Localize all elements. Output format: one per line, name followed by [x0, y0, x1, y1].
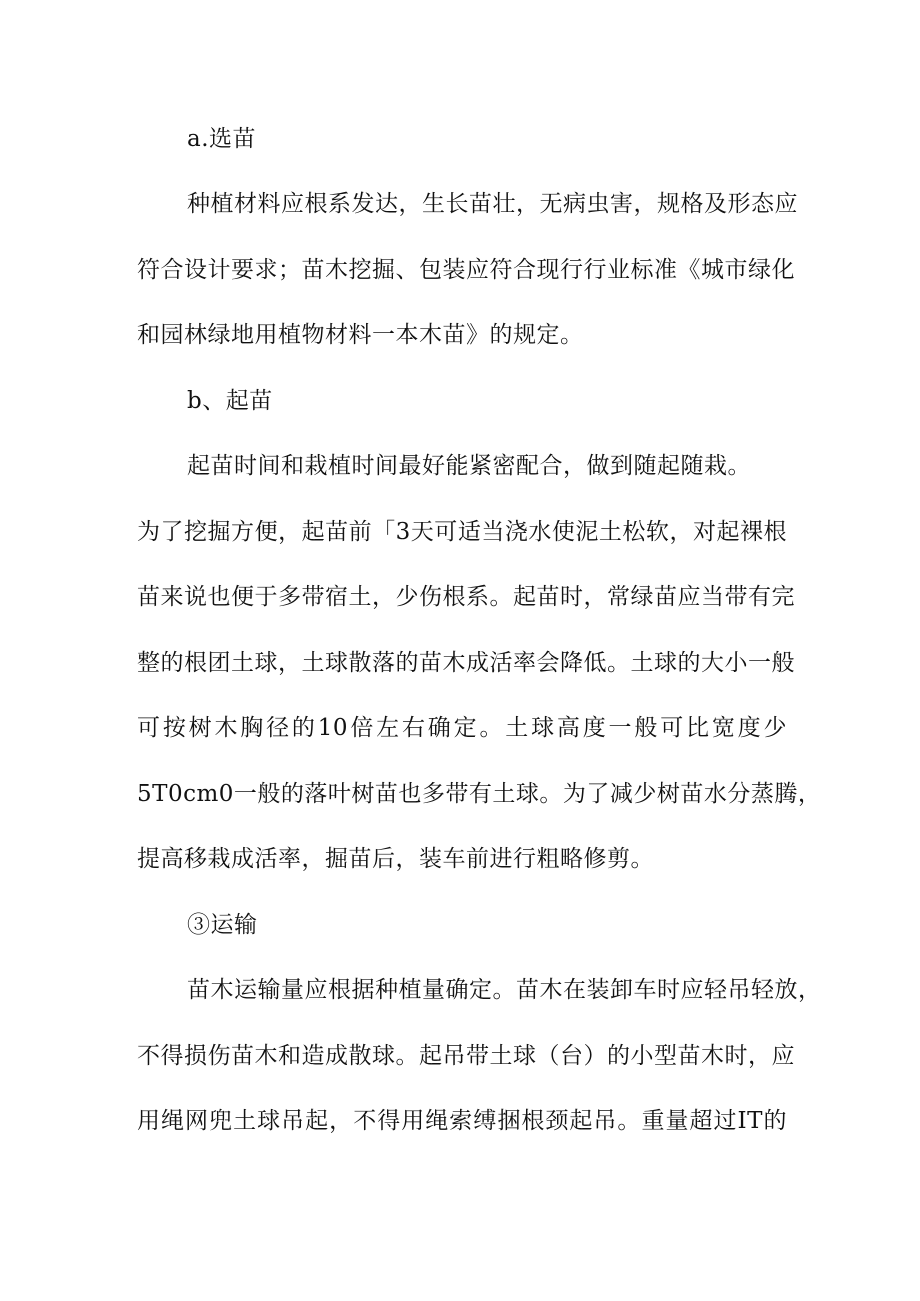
paragraph-line: 不得损伤苗木和造成散球。起吊带土球（台）的小型苗木时，应	[137, 1043, 795, 1069]
paragraph-line: 整的根团土球，土球散落的苗木成活率会降低。土球的大小一般	[137, 650, 795, 676]
paragraph-line: 起苗时间和栽植时间最好能紧密配合，做到随起随栽。	[187, 453, 751, 479]
paragraph-line: 5T0cm0一般的落叶树苗也多带有土球。为了减少树苗水分蒸腾，	[137, 781, 822, 807]
paragraph-line: 用绳网兜土球吊起，不得用绳索缚捆根颈起吊。重量超过IT的	[137, 1108, 787, 1134]
paragraph-line: 苗来说也便于多带宿土，少伤根系。起苗时，常绿苗应当带有完	[137, 584, 795, 610]
paragraph-line: 种植材料应根系发达，生长苗壮，无病虫害，规格及形态应	[187, 191, 798, 217]
paragraph-line: 和园林绿地用植物材料一本木苗》的规定。	[137, 322, 584, 348]
paragraph-line: 为了挖掘方便，起苗前「3天可适当浇水使泥土松软，对起裸根	[137, 519, 787, 545]
paragraph-line: 提高移栽成活率，掘苗后，装车前进行粗略修剪。	[137, 846, 654, 872]
heading-lift-seedlings: b、起苗	[187, 388, 273, 414]
paragraph-line: 符合设计要求；苗木挖掘、包装应符合现行行业标准《城市绿化	[137, 257, 795, 283]
heading-transport: ③运输	[187, 912, 258, 938]
paragraph-line: 苗木运输量应根据种植量确定。苗木在装卸车时应轻吊轻放，	[187, 977, 822, 1003]
paragraph-line: 可按树木胸径的10倍左右确定。土球高度一般可比宽度少	[137, 715, 787, 741]
heading-select-seedlings: a.选苗	[187, 126, 257, 152]
